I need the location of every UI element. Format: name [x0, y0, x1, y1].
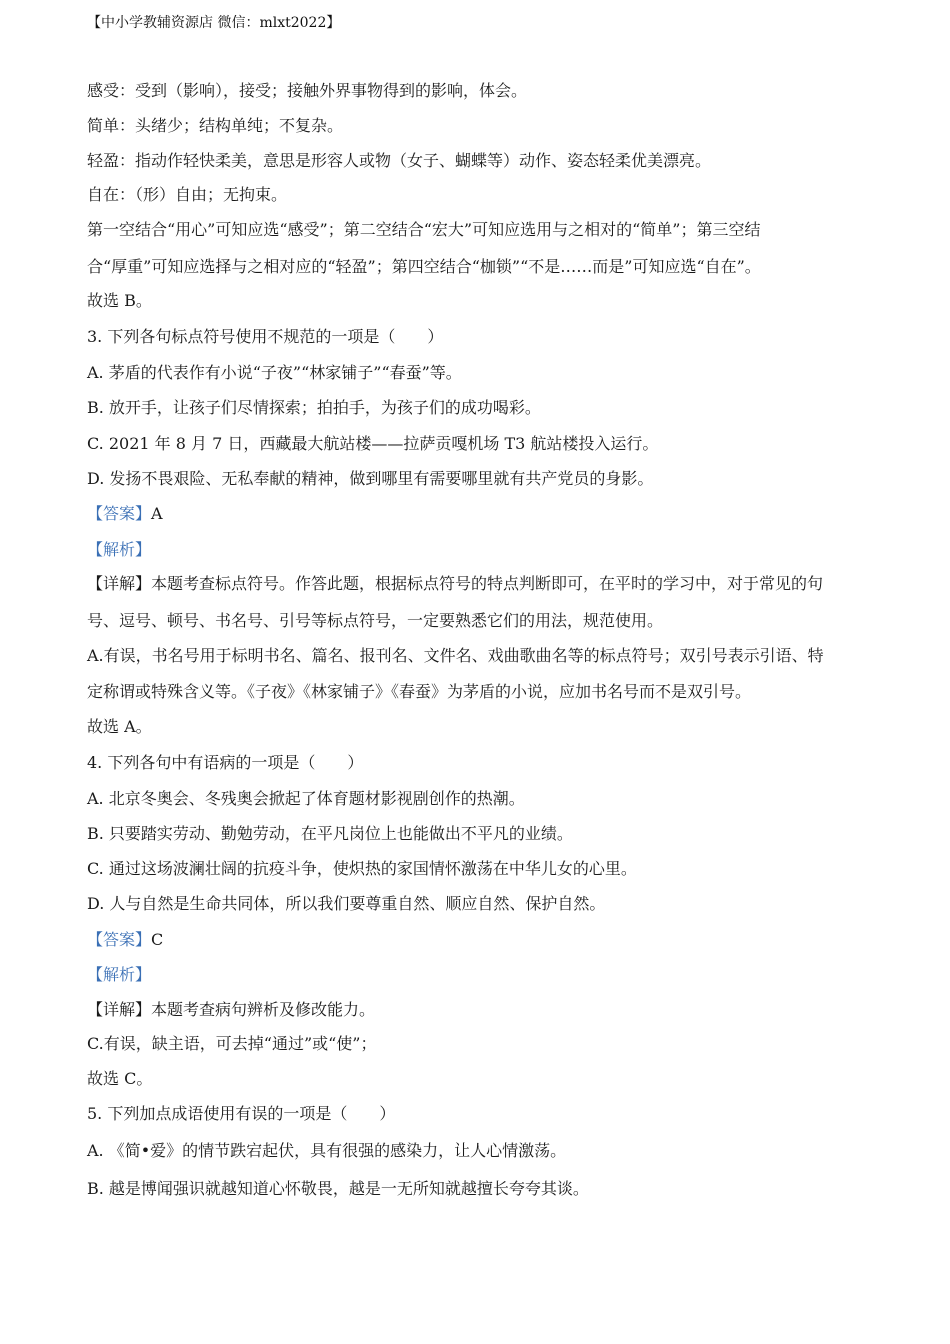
option-a: A. 茅盾的代表作有小说“子夜”“林家铺子”“春蚕”等。 — [87, 363, 462, 382]
option-a: A. 北京冬奥会、冬残奥会掀起了体育题材影视剧创作的热潮。 — [87, 789, 525, 808]
answer-line — [87, 503, 163, 525]
detail-line: 定称谓或特殊含义等。《子夜》《林家铺子》《春蚕》为茅盾的小说，应加书名号而不是双引号。 — [87, 682, 752, 701]
option-d: D. 发扬不畏艰险、无私奉献的精神，做到哪里有需要哪里就有共产党员的身影。 — [87, 469, 654, 488]
analysis-tag: 【解析】 — [87, 965, 152, 984]
text-line: 故选 B。 — [87, 291, 152, 310]
option-c: C. 通过这场波澜壮阔的抗疫斗争，使炽热的家国情怀激荡在中华儿女的心里。 — [87, 859, 637, 878]
text-line: 简单：头绪少；结构单纯；不复杂。 — [87, 116, 344, 135]
option-d: D. 人与自然是生命共同体，所以我们要尊重自然、顺应自然、保护自然。 — [87, 894, 606, 913]
option-b: B. 只要踏实劳动、勤勉劳动，在平凡岗位上也能做出不平凡的业绩。 — [87, 824, 573, 843]
option-a: A. 《简•爱》的情节跌宕起伏，具有很强的感染力，让人心情激荡。 — [87, 1141, 567, 1160]
text-line: 轻盈：指动作轻快柔美，意思是形容人或物（女子、蝴蝶等）动作、姿态轻柔优美漂亮。 — [87, 151, 712, 170]
page-header: 【中小学教辅资源店 微信：mlxt2022】 — [87, 15, 341, 31]
detail-line: 【详解】本题考查标点符号。作答此题，根据标点符号的特点判断即可，在平时的学习中，对于常见的句 — [87, 574, 824, 593]
option-c: C. 2021 年 8 月 7 日，西藏最大航站楼——拉萨贡嘎机场 T3 航站楼投入运行。 — [87, 434, 659, 453]
question-5: 5. 下列加点成语使用有误的一项是（ ） — [87, 1104, 396, 1123]
answer-line — [87, 929, 163, 951]
text-line: 第一空结合“用心”可知应选“感受”；第二空结合“宏大”可知应选用与之相对的“简单”；第三空结 — [87, 220, 761, 239]
detail-line: 号、逗号、顿号、书名号、引号等标点符号，一定要熟悉它们的用法，规范使用。 — [87, 611, 664, 630]
answer-tag: 【答案】 — [87, 504, 152, 523]
answer-value: A — [151, 504, 163, 523]
answer-value: C — [151, 930, 164, 949]
option-b: B. 越是博闻强识就越知道心怀敬畏，越是一无所知就越擅长夸夸其谈。 — [87, 1179, 589, 1198]
question-3: 3. 下列各句标点符号使用不规范的一项是（ ） — [87, 327, 444, 346]
conclusion-line: 故选 A。 — [87, 717, 152, 736]
analysis-tag: 【解析】 — [87, 540, 152, 559]
option-b: B. 放开手，让孩子们尽情探索；拍拍手，为孩子们的成功喝彩。 — [87, 398, 541, 417]
detail-line: 【详解】本题考查病句辨析及修改能力。 — [87, 1000, 376, 1019]
detail-line: A.有误，书名号用于标明书名、篇名、报刊名、文件名、戏曲歌曲名等的标点符号；双引号表示引语、特 — [87, 646, 824, 665]
conclusion-line: 故选 C。 — [87, 1069, 153, 1088]
text-line: 合“厚重”可知应选择与之相对应的“轻盈”；第四空结合“枷锁”“不是……而是”可知应选“自在”。 — [87, 257, 761, 276]
text-line: 自在：（形）自由；无拘束。 — [87, 185, 288, 204]
answer-tag: 【答案】 — [87, 930, 152, 949]
question-4: 4. 下列各句中有语病的一项是（ ） — [87, 753, 364, 772]
detail-line: C.有误，缺主语，可去掉“通过”或“使”； — [87, 1034, 377, 1053]
text-line: 感受：受到（影响），接受；接触外界事物得到的影响，体会。 — [87, 81, 528, 100]
